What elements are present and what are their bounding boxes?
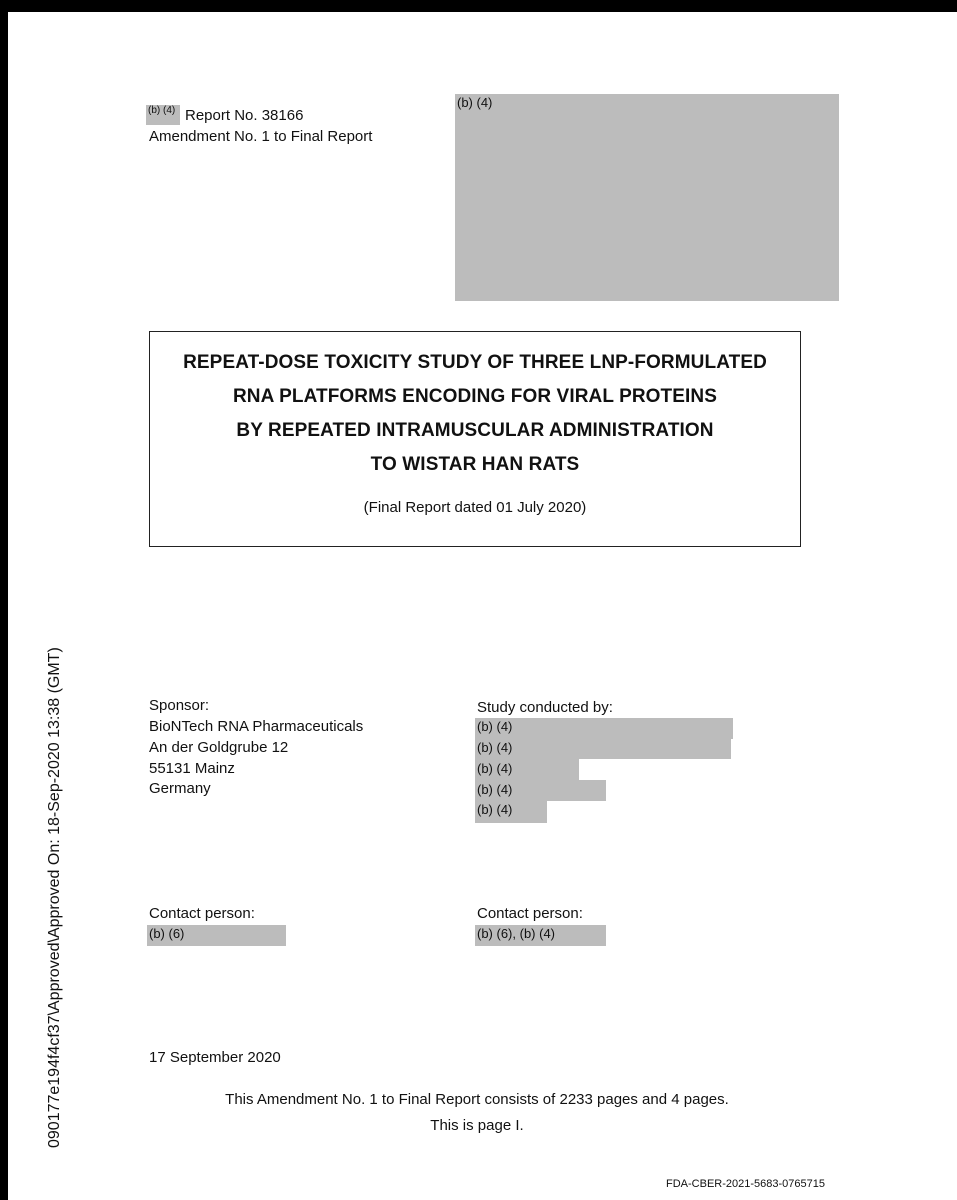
logo-redaction: (b) (4) — [455, 94, 839, 301]
study-redaction: (b) (4) — [475, 780, 606, 801]
contact-redaction-right: (b) (6), (b) (4) — [475, 925, 606, 946]
title-box — [149, 331, 801, 547]
contact-heading-left: Contact person: — [149, 905, 255, 922]
document-page — [8, 12, 957, 1200]
title-line-4: TO WISTAR HAN RATS — [370, 454, 580, 475]
sponsor-line: BioNTech RNA Pharmaceuticals — [149, 718, 364, 735]
study-redaction: (b) (4) — [475, 718, 733, 739]
study-redaction: (b) (4) — [475, 739, 731, 759]
contact-redaction-left: (b) (6) — [147, 925, 286, 946]
page-count-statement: This Amendment No. 1 to Final Report consists of 2233 pages and 4 pages. — [225, 1091, 729, 1108]
study-redaction: (b) (4) — [475, 759, 579, 780]
document-date: 17 September 2020 — [149, 1049, 281, 1066]
title-subtitle: (Final Report dated 01 July 2020) — [363, 499, 587, 516]
sponsor-line: An der Goldgrube 12 — [149, 739, 289, 756]
title-line-1: REPEAT-DOSE TOXICITY STUDY OF THREE LNP-FORMULATED — [183, 352, 767, 373]
report-number: Report No. 38166 — [185, 107, 304, 124]
fda-document-id: FDA-CBER-2021-5683-0765715 — [666, 1178, 825, 1190]
report-redaction: (b) (4) — [146, 105, 180, 125]
sponsor-line: 55131 Mainz — [149, 760, 235, 777]
amendment-label: Amendment No. 1 to Final Report — [149, 128, 373, 145]
sponsor-heading: Sponsor: — [149, 697, 210, 714]
contact-heading-right: Contact person: — [477, 905, 583, 922]
sponsor-line: Germany — [149, 780, 211, 797]
title-line-3: BY REPEATED INTRAMUSCULAR ADMINISTRATION — [236, 420, 714, 441]
study-heading: Study conducted by: — [477, 699, 613, 716]
page-indicator: This is page I. — [430, 1117, 524, 1134]
approval-stamp: 090177e194f4cf37\Approved\Approved On: 18-Sep-2020 13:38 (GMT) — [46, 647, 63, 1148]
title-line-2: RNA PLATFORMS ENCODING FOR VIRAL PROTEINS — [232, 386, 718, 407]
study-redaction: (b) (4) — [475, 801, 547, 823]
